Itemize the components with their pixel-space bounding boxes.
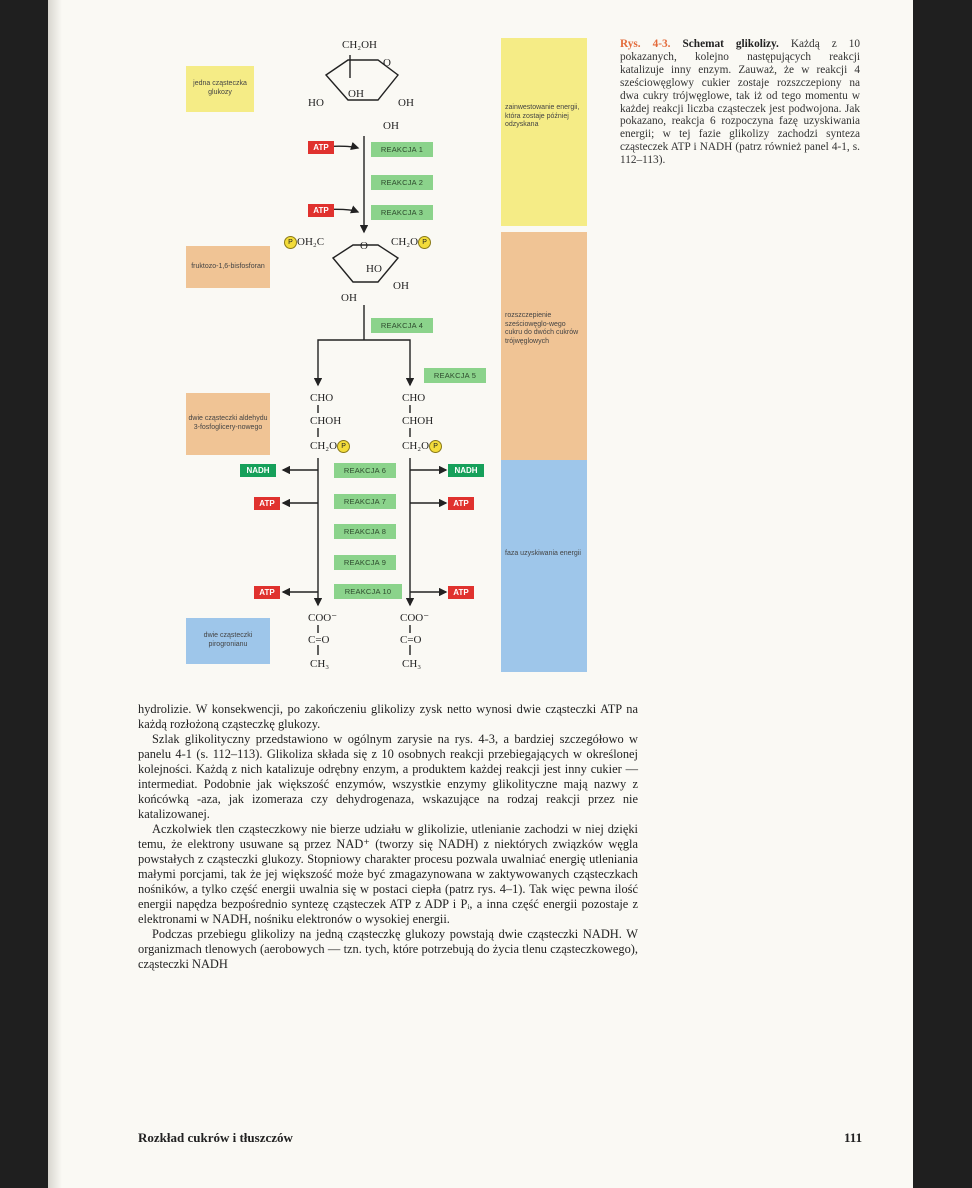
- figure-caption: [620, 38, 860, 167]
- glucose-ch2oh: CH₂OH: [342, 39, 378, 51]
- reaction-7: REAKCJA 7: [334, 494, 396, 509]
- fructose-label: fruktozo-1,6-bisfosforan: [186, 246, 270, 288]
- reaction-8: REAKCJA 8: [334, 524, 396, 539]
- atp-tag-r10-left: ATP: [254, 586, 280, 599]
- atp-tag-r7-right: ATP: [448, 497, 474, 510]
- fructose-oh-bottom: OH: [341, 292, 357, 304]
- glucose-oh-right: OH: [398, 97, 414, 109]
- page-number: 111: [844, 1130, 863, 1145]
- reaction-1: REAKCJA 1: [371, 142, 433, 157]
- reaction-4: REAKCJA 4: [371, 318, 433, 333]
- glucose-ho: HO: [308, 97, 324, 109]
- nadh-tag-left: NADH: [240, 464, 276, 477]
- paragraph: Podczas przebiegu glikolizy na jedną cząsteczkę glukozy powstają dwie cząsteczki NADH. W organizmach tlenowych (aerobowych — tzn. tych, które potrzebują do życia tlenu cząsteczkowego), cząsteczki NADH: [138, 927, 638, 971]
- glucose-label: jedna cząsteczka glukozy: [186, 66, 254, 112]
- body-text: [138, 702, 638, 972]
- phosphate-icon: P: [429, 440, 442, 453]
- fructose-ho: HO: [366, 263, 382, 275]
- book-page: [48, 0, 913, 1188]
- pyruvate-left-ch3: CH₃: [310, 658, 330, 670]
- fructose-oh-right: OH: [393, 280, 409, 292]
- pyruvate-right-coo: COO⁻: [400, 612, 430, 624]
- nadh-tag-right: NADH: [448, 464, 484, 477]
- atp-tag-r3: ATP: [308, 204, 334, 217]
- caption-number: Rys. 4-3.: [620, 38, 671, 50]
- running-footer-title: Rozkład cukrów i tłuszczów: [138, 1130, 293, 1145]
- atp-tag-r10-right: ATP: [448, 586, 474, 599]
- paragraph: Aczkolwiek tlen cząsteczkowy nie bierze udziału w glikolizie, utlenianie zachodzi w niej dzięki temu, że elektrony usuwane są przez NAD⁺ (tworzy się NADH) z niektórych związków węgla powstałych z cząsteczki glukozy. Stopniowy charakter procesu pozwala uwalniać energię utleniania małymi porcjami, tak że jej większość może być zmagazynowana w zaktywowanych cząsteczkach nośników, a tylko część energii uwalnia się w postaci ciepła (patrz rys. 4–1). Tak więc pewna ilość energii napędza bezpośrednio syntezę cząsteczek ATP z ADP i Pᵢ, a inna część energii pozostaje z elektronami w NADH, nośniku elektronów o wysokiej energii.: [138, 822, 638, 926]
- fructose-left-group: P OH₂C: [284, 236, 324, 249]
- g3p-left-ch2o: CH₂O P: [310, 440, 350, 453]
- fructose-right-group: CH₂O P: [391, 236, 431, 249]
- phase-payoff: faza uzyskiwania energii: [501, 460, 587, 672]
- pyruvate-left-coo: COO⁻: [308, 612, 338, 624]
- paragraph: hydrolizie. W konsekwencji, po zakończeniu glikolizy zysk netto wynosi dwie cząsteczki ATP na każdą rozłożoną cząsteczkę glukozy.: [138, 702, 638, 731]
- phase-investment: zainwestowanie energii, która zostaje później odzyskana: [501, 38, 587, 226]
- caption-title: Schemat glikolizy.: [682, 38, 779, 50]
- phosphate-icon: P: [418, 236, 431, 249]
- atp-tag-r7-left: ATP: [254, 497, 280, 510]
- reaction-10: REAKCJA 10: [334, 584, 402, 599]
- pyruvate-label: dwie cząsteczki pirogronianu: [186, 618, 270, 664]
- phosphate-icon: P: [284, 236, 297, 249]
- paragraph: Szlak glikolityczny przedstawiono w ogólnym zarysie na rys. 4-3, a bardziej szczegółowo w panelu 4-1 (s. 112–113). Glikoliza składa się z 10 osobnych reakcji przebiegających w określonej kolejności. Każdą z nich katalizuje odrębny enzym, a produktem każdej reakcji jest inny cukier — intermediat. Podobnie jak większość enzymów, wszystkie enzymy glikolityczne mają nazwy z końcówką -aza, jak izomeraza czy dehydrogenaza, wskazujące na rodzaj reakcji przez nie katalizowanej.: [138, 732, 638, 821]
- glucose-oh-bottom: OH: [383, 120, 399, 132]
- phase-cleavage: rozszczepienie sześciowęglo-wego cukru do dwóch cukrów trójwęglowych: [501, 232, 587, 460]
- pyruvate-right-co: C=O: [400, 634, 422, 646]
- atp-tag-r1: ATP: [308, 141, 334, 154]
- reaction-9: REAKCJA 9: [334, 555, 396, 570]
- pathway-arrows: [48, 0, 913, 1188]
- caption-text: Każdą z 10 pokazanych, kolejno następujących reakcji katalizuje inny enzym. Zauważ, że w reakcji 4 sześciowęglowy cukier zostaje rozszczepiony na dwa cukry trójwęglowe, tak iż od tego momentu w każdej reakcji liczba cząsteczek jest podwojona. Jak pokazano, reakcja 6 rozpoczyna fazę uzyskiwania energii; w tej fazie glikolizy zachodzi synteza cząsteczek ATP i NADH (patrz również panel 4-1, s. 112–113).: [620, 38, 860, 167]
- pyruvate-left-co: C=O: [308, 634, 330, 646]
- g3p-right-choh: CHOH: [402, 415, 434, 427]
- pyruvate-right-ch3: CH₃: [402, 658, 422, 670]
- reaction-2: REAKCJA 2: [371, 175, 433, 190]
- fructose-ring-oxygen: O: [360, 240, 368, 252]
- g3p-left-choh: CHOH: [310, 415, 342, 427]
- reaction-3: REAKCJA 3: [371, 205, 433, 220]
- glucose-oh-ring: OH: [348, 88, 364, 100]
- g3p-right-ch2o: CH₂O P: [402, 440, 442, 453]
- glucose-ring-oxygen: O: [383, 57, 391, 69]
- g3p-left-cho: CHO: [310, 392, 334, 404]
- g3p-right-cho: CHO: [402, 392, 426, 404]
- reaction-5: REAKCJA 5: [424, 368, 486, 383]
- reaction-6: REAKCJA 6: [334, 463, 396, 478]
- g3p-label: dwie cząsteczki aldehydu 3-fosfoglicery-nowego: [186, 393, 270, 455]
- phosphate-icon: P: [337, 440, 350, 453]
